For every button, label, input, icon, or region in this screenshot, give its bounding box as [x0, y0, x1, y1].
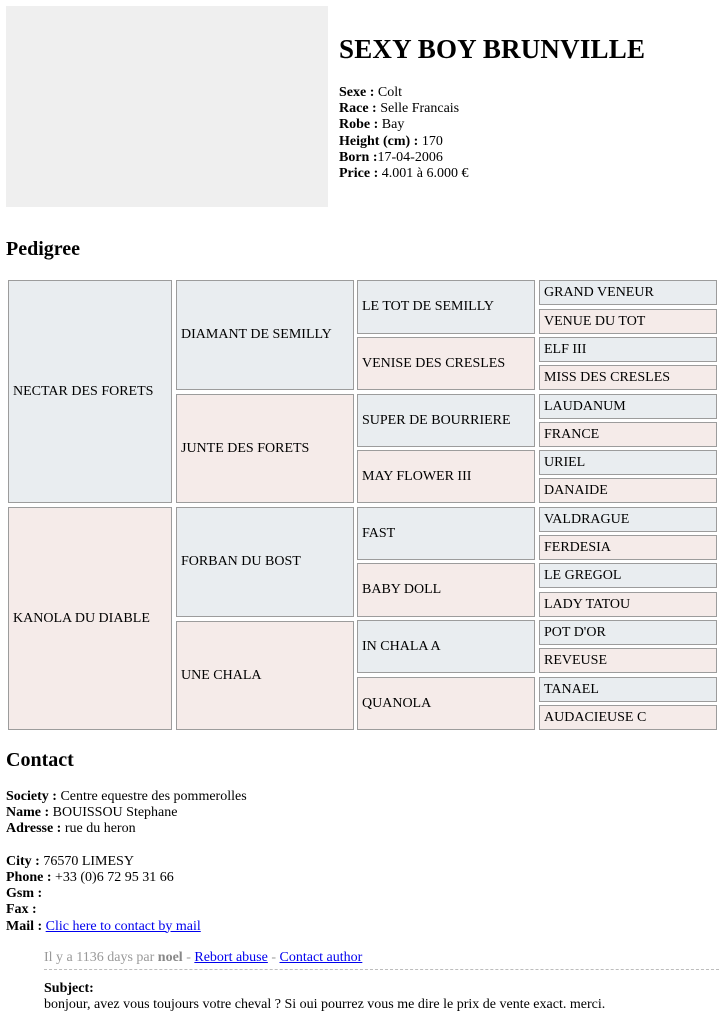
pedigree-gen4-cell: LADY TATOU	[539, 592, 717, 617]
pedigree-heading: Pedigree	[6, 238, 81, 260]
contact-spacer	[6, 838, 247, 854]
pedigree-gen3-cell: IN CHALA A	[357, 620, 535, 673]
pedigree-gen4-cell: TANAEL	[539, 677, 717, 702]
pedigree-gen3-cell: SUPER DE BOURRIERE	[357, 394, 535, 447]
comment-text: bonjour, avez vous toujours votre cheval ? Si oui pourrez vous me dire le prix de vente exact. merci.	[44, 997, 606, 1013]
report-abuse-link[interactable]: Rebort abuse	[194, 950, 268, 965]
pedigree-gen4-cell: VENUE DU TOT	[539, 309, 717, 334]
pedigree-gen3-cell: QUANOLA	[357, 677, 535, 730]
pedigree-gen4-cell: MISS DES CRESLES	[539, 365, 717, 390]
pedigree-gen3-cell: BABY DOLL	[357, 563, 535, 617]
contact-fax: Fax :	[6, 902, 37, 918]
horse-name: SEXY BOY BRUNVILLE	[339, 34, 646, 64]
comment-date: Il y a 1136 days par	[44, 950, 158, 965]
pedigree-gen2-cell: JUNTE DES FORETS	[176, 394, 354, 503]
pedigree-gen4-cell: AUDACIEUSE C	[539, 705, 717, 730]
pedigree-gen3-cell: FAST	[357, 507, 535, 560]
contact-address: Adresse : rue du heron	[6, 821, 136, 837]
comment-meta: Il y a 1136 days par noel - Rebort abuse - Contact author	[44, 950, 719, 970]
pedigree-gen4-cell: GRAND VENEUR	[539, 280, 717, 305]
pedigree-sire: NECTAR DES FORETS	[8, 280, 172, 503]
pedigree-gen4-cell: LAUDANUM	[539, 394, 717, 419]
comment-subject-label: Subject:	[44, 981, 94, 996]
contact-phone: Phone : +33 (0)6 72 95 31 66	[6, 870, 174, 885]
detail-height: Height (cm) : 170	[339, 133, 443, 149]
pedigree-gen4-cell: FRANCE	[539, 422, 717, 447]
detail-sexe: Sexe : Colt	[339, 85, 403, 100]
pedigree-gen2-cell: UNE CHALA	[176, 621, 354, 730]
pedigree-gen4-cell: POT D'OR	[539, 620, 717, 645]
contact-details	[6, 789, 247, 935]
pedigree-gen3-cell: MAY FLOWER III	[357, 450, 535, 503]
comment-body	[44, 981, 605, 1013]
contact-society: Society : Centre equestre des pommerolles	[6, 789, 247, 804]
contact-city: City : 76570 LIMESY	[6, 853, 134, 869]
pedigree-dam: KANOLA DU DIABLE	[8, 507, 172, 730]
pedigree-gen4-cell: VALDRAGUE	[539, 507, 717, 532]
contact-heading: Contact	[6, 749, 74, 771]
pedigree-gen4-cell: FERDESIA	[539, 535, 717, 560]
pedigree-gen4-cell: ELF III	[539, 337, 717, 362]
pedigree-gen3-cell: LE TOT DE SEMILLY	[357, 280, 535, 334]
contact-mail: Mail : Clic here to contact by mail	[6, 918, 201, 934]
pedigree-gen4-cell: URIEL	[539, 450, 717, 475]
detail-race: Race : Selle Francais	[339, 101, 460, 117]
pedigree-gen4-cell: REVEUSE	[539, 648, 717, 673]
detail-price: Price : 4.001 à 6.000 €	[339, 166, 469, 182]
contact-by-mail-link[interactable]: Clic here to contact by mail	[45, 918, 201, 934]
detail-robe: Robe : Bay	[339, 117, 405, 133]
pedigree-gen3-cell: VENISE DES CRESLES	[357, 337, 535, 390]
contact-gsm: Gsm :	[6, 886, 43, 902]
contact-name: Name : BOUISSOU Stephane	[6, 805, 178, 821]
detail-born: Born :17-04-2006	[339, 149, 443, 165]
pedigree-gen2-cell: DIAMANT DE SEMILLY	[176, 280, 354, 390]
pedigree-gen2-cell: FORBAN DU BOST	[176, 507, 354, 617]
contact-author-link[interactable]: Contact author	[279, 950, 363, 965]
pedigree-gen4-cell: DANAIDE	[539, 478, 717, 503]
comment-author: noel	[157, 950, 183, 965]
pedigree-gen4-cell: LE GREGOL	[539, 563, 717, 588]
